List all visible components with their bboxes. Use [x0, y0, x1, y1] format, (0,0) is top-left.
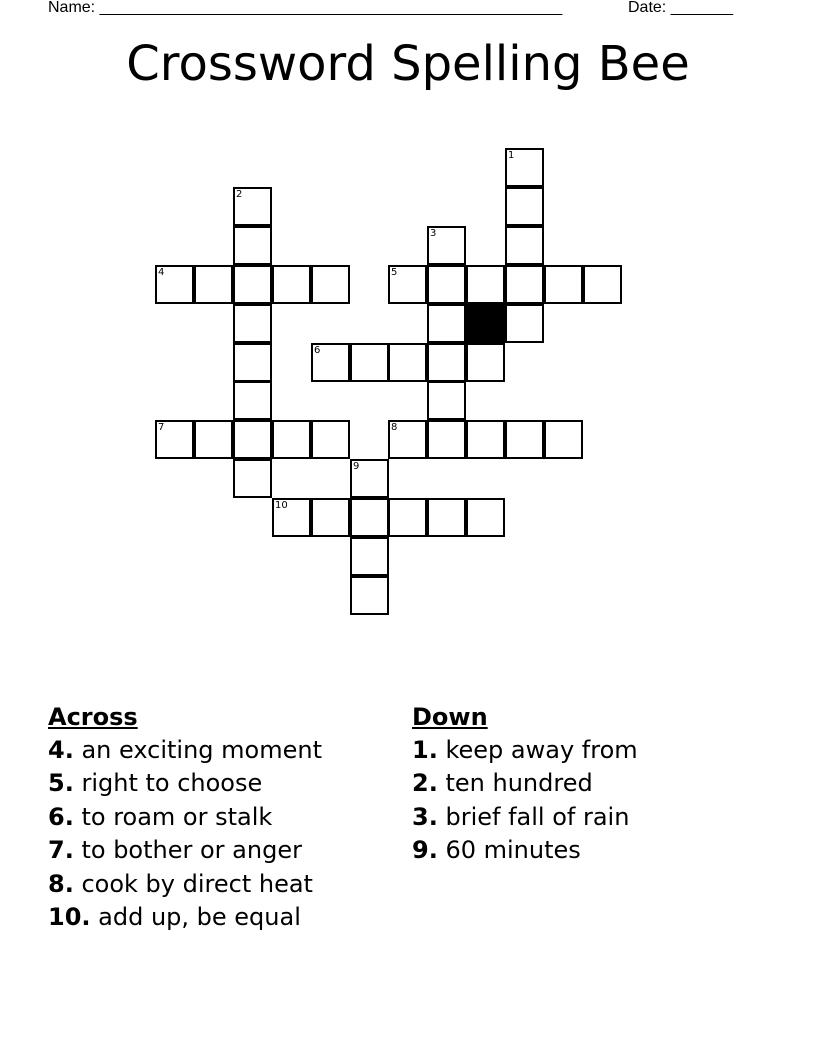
grid-cell[interactable]	[388, 343, 427, 382]
clue-text: add up, be equal	[98, 903, 301, 932]
grid-cell[interactable]	[466, 265, 505, 304]
across-clue	[48, 801, 398, 834]
down-clue	[412, 767, 792, 800]
clue-number-label: 1	[508, 150, 515, 161]
clue-number: 9.	[412, 836, 438, 865]
clue-text: to bother or anger	[81, 836, 302, 865]
name-field-label: Name: ____________________________________________________	[48, 0, 563, 16]
grid-cell[interactable]	[505, 304, 544, 343]
grid-cell[interactable]	[233, 381, 272, 420]
down-heading: Down	[412, 703, 488, 731]
clue-text: 60 minutes	[445, 836, 581, 865]
down-clues	[412, 700, 792, 868]
grid-cell[interactable]	[233, 420, 272, 459]
grid-cell[interactable]	[272, 420, 311, 459]
clue-text: an exciting moment	[81, 736, 322, 764]
clue-text: keep away from	[445, 736, 638, 764]
clue-number: 4.	[48, 736, 74, 764]
grid-cell[interactable]	[272, 498, 311, 537]
across-clue	[48, 734, 398, 767]
grid-cell[interactable]	[466, 498, 505, 537]
grid-cell[interactable]	[544, 420, 583, 459]
clue-number-label: 6	[314, 345, 321, 356]
grid-cell[interactable]	[233, 459, 272, 498]
clue-text: to roam or stalk	[81, 802, 273, 831]
grid-cell[interactable]	[155, 420, 194, 459]
clue-number-label: 4	[158, 267, 165, 278]
down-clue	[412, 834, 792, 867]
grid-cell[interactable]	[350, 343, 389, 382]
down-clue	[412, 801, 792, 834]
grid-cell[interactable]	[350, 459, 389, 498]
grid-cell[interactable]	[311, 343, 350, 382]
grid-cell[interactable]	[233, 304, 272, 343]
grid-cell[interactable]	[583, 265, 622, 304]
clue-text: cook by direct heat	[81, 869, 313, 898]
clue-number-label: 5	[391, 267, 398, 278]
grid-cell[interactable]	[311, 498, 350, 537]
clue-number-label: 2	[236, 189, 243, 200]
clue-number-label: 7	[158, 422, 165, 433]
grid-cell[interactable]	[311, 420, 350, 459]
grid-cell[interactable]	[505, 226, 544, 265]
across-clue	[48, 901, 398, 934]
grid-cell[interactable]	[427, 226, 466, 265]
across-clue	[48, 767, 398, 800]
grid-cell[interactable]	[233, 226, 272, 265]
clue-text: ten hundred	[445, 769, 593, 798]
grid-cell[interactable]	[427, 420, 466, 459]
date-field-label: Date: _______	[628, 0, 733, 16]
grid-cell[interactable]	[233, 187, 272, 226]
grid-cell[interactable]	[155, 265, 194, 304]
clue-number: 10.	[48, 903, 91, 932]
clue-number-label: 9	[353, 461, 360, 472]
grid-cell[interactable]	[350, 576, 389, 615]
across-clue-list	[48, 734, 398, 934]
clue-number: 5.	[48, 769, 74, 798]
across-clues	[48, 700, 398, 934]
grid-cell[interactable]	[194, 420, 233, 459]
clue-number-label: 8	[391, 422, 398, 433]
grid-cell[interactable]	[466, 420, 505, 459]
across-heading: Across	[48, 703, 138, 731]
grid-cell[interactable]	[311, 265, 350, 304]
grid-cell[interactable]	[427, 304, 466, 343]
down-clue-list	[412, 734, 792, 868]
grid-cell[interactable]	[427, 343, 466, 382]
page-title: Crossword Spelling Bee	[126, 36, 690, 92]
grid-cell[interactable]	[427, 265, 466, 304]
grid-cell[interactable]	[505, 148, 544, 187]
grid-cell-blocked	[466, 304, 505, 343]
grid-cell[interactable]	[388, 265, 427, 304]
clue-number-label: 10	[275, 500, 288, 511]
clue-number: 3.	[412, 802, 438, 831]
across-clue	[48, 834, 398, 867]
clue-text: right to choose	[81, 769, 263, 798]
grid-cell[interactable]	[466, 343, 505, 382]
grid-cell[interactable]	[427, 381, 466, 420]
grid-cell[interactable]	[505, 187, 544, 226]
across-clue	[48, 868, 398, 901]
grid-cell[interactable]	[233, 343, 272, 382]
down-clue	[412, 734, 792, 767]
grid-cell[interactable]	[350, 498, 389, 537]
clue-number: 7.	[48, 836, 74, 865]
grid-cell[interactable]	[544, 265, 583, 304]
grid-cell[interactable]	[194, 265, 233, 304]
clue-number: 1.	[412, 736, 438, 764]
grid-cell[interactable]	[233, 265, 272, 304]
clue-number-label: 3	[430, 228, 437, 239]
grid-cell[interactable]	[427, 498, 466, 537]
grid-cell[interactable]	[505, 420, 544, 459]
clue-number: 2.	[412, 769, 438, 798]
clue-number: 8.	[48, 869, 74, 898]
grid-cell[interactable]	[505, 265, 544, 304]
clue-number: 6.	[48, 802, 74, 831]
clue-text: brief fall of rain	[445, 802, 630, 831]
grid-cell[interactable]	[388, 420, 427, 459]
grid-cell[interactable]	[272, 265, 311, 304]
grid-cell[interactable]	[388, 498, 427, 537]
grid-cell[interactable]	[350, 537, 389, 576]
